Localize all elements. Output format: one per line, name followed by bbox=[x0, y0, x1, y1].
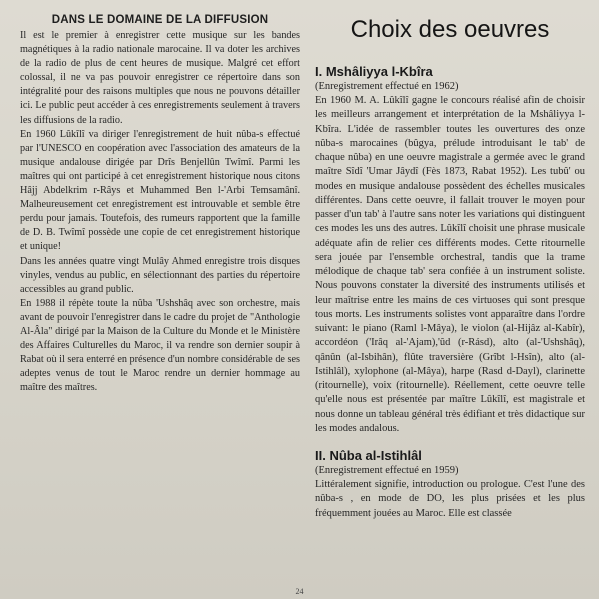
left-paragraph-1: Il est le premier à enregistrer cette musique sur les bandes magnétiques à la radio nationale marocaine. Il va doter les archives de la radio de plus de cent heures de musique. Malgré cet effort colossal, il ne va pas pouvoir enregistrer ce répertoire dans son intégralité pour des raisons multiples que nous ne pouvons détailler ici. Le public peut accéder à ces enregistrements seulement à travers les diffusions de la radio. bbox=[20, 30, 300, 126]
page-number: 24 bbox=[295, 587, 304, 596]
section-1-text: En 1960 M. A. Lûkîlî gagne le concours réalisé afin de choisir les meilleurs arrangement et interprétation de la Mshâliyya l-Kbîra. L'idée de rassembler toutes les ouvertures des onze nûba-s marocaines (bûgya, prélude introduisant le tab' de chaque nûba) en une oeuvre magistrale a germée avec le grand maître Sîdî 'Umar Jâydî (Fès 1873, Rabat 1952). Les tubû' ou modes en musique andalouse possèdent des échelles musicales différentes. Dans cette oeuvre, il fallait trouver le moyen pour passer d'un tab' à l'autre sans noter les variations qui distinguent ces modes les uns des autres. Lûkîlî choisit une phrase musicale adéquate afin de relier ces différents modes. Cette ritournelle sera jouée par l'ensemble orchestral, tandis que la trame mélodique de chaque tab' sera confiée à un instrument soliste. Nous pouvons constater la diversité des instruments utilisés et leur maîtrise entre les mains de ces virtuoses qui sont presque tous morts. Les instruments solistes vont apparaître dans l'ordre suivant: le piano (Raml l-Mâya), le violon (al-Hijâz al-Kabîr), accordéon ('Irâq al-'Ajam),'ûd (r-Rásd), alto (al-'Ushshâq), qânûn (al-Isbihân), flûte traversière (Grîbt l-Hsîn), alto (al-Istihlâl), xylophone (al-Mâya), harpe (Rasd d-Dayl), clarinette (ritournelle), voix (ritournelle). Réellement, cette oeuvre telle qu'elle nous est présentée par maître Lûkîlî, est magistrale et nous donne un tableau général très édifiant et très didactique sur les modes andalous. bbox=[315, 95, 585, 434]
left-paragraph-3: Dans les années quatre vingt Mulây Ahmed enregistre trois disques vinyles, vendus au public, en sélectionnant des parties du répertoire accessibles au grand public. bbox=[20, 255, 300, 295]
section-2-subtitle: (Enregistrement effectué en 1959) bbox=[315, 465, 459, 476]
section-2-title: II. Nûba al-Istihlâl bbox=[315, 448, 422, 463]
section-1-title: I. Mshâliyya l-Kbîra bbox=[315, 64, 433, 79]
left-paragraph-2: En 1960 Lûkîlî va diriger l'enregistrement de huit nûba-s effectué par l'UNESCO en coopération avec l'association des amateurs de la musique andalouse dirigée par Drîs Benjellûn Twîmî. Parmi les maîtres qui ont participé à cet enregistrement historique nous citons Hâjj Abdelkrim r-Râys et Muhammed Ben l-'Arbi Temsamânî. Malheureusement cet enregistrement est introuvable et semble être perdu pour jamais. Toutefois, des rumeurs rapportent que la famille de D. B. Twîmî possède une copie de cet enregistrement historique et unique! bbox=[20, 128, 300, 253]
left-paragraph-4: En 1988 il répète toute la nûba 'Ushshâq avec son orchestre, mais avant de pouvoir l'enregistrer dans le cadre du projet de "Anthologie Al-Âla" dirigé par la Maison de la Culture du Monde et le Ministère des Affaires Culturelles du Maroc, il va rendre son dernier soupir à Rabat où il sera enterré en présence d'un nombre considérable de ses adeptes venus de tout le Maroc rendre un dernier hommage au maître des maîtres. bbox=[20, 297, 300, 394]
page-title: Choix des oeuvres bbox=[350, 16, 550, 43]
section-istihlal bbox=[315, 448, 585, 521]
section-2-text: Littéralement signifie, introduction ou prologue. C'est l'une des nûba-s , en mode de DO, les plus prisées et les plus fréquemment jouées au Maroc. Elle est classée bbox=[315, 479, 585, 519]
section-1-subtitle: (Enregistrement effectué en 1962) bbox=[315, 81, 459, 92]
left-column bbox=[20, 14, 300, 395]
diffusion-heading: DANS LE DOMAINE DE LA DIFFUSION bbox=[51, 14, 269, 26]
section-mshaliyya bbox=[315, 64, 585, 436]
right-column bbox=[315, 14, 585, 521]
